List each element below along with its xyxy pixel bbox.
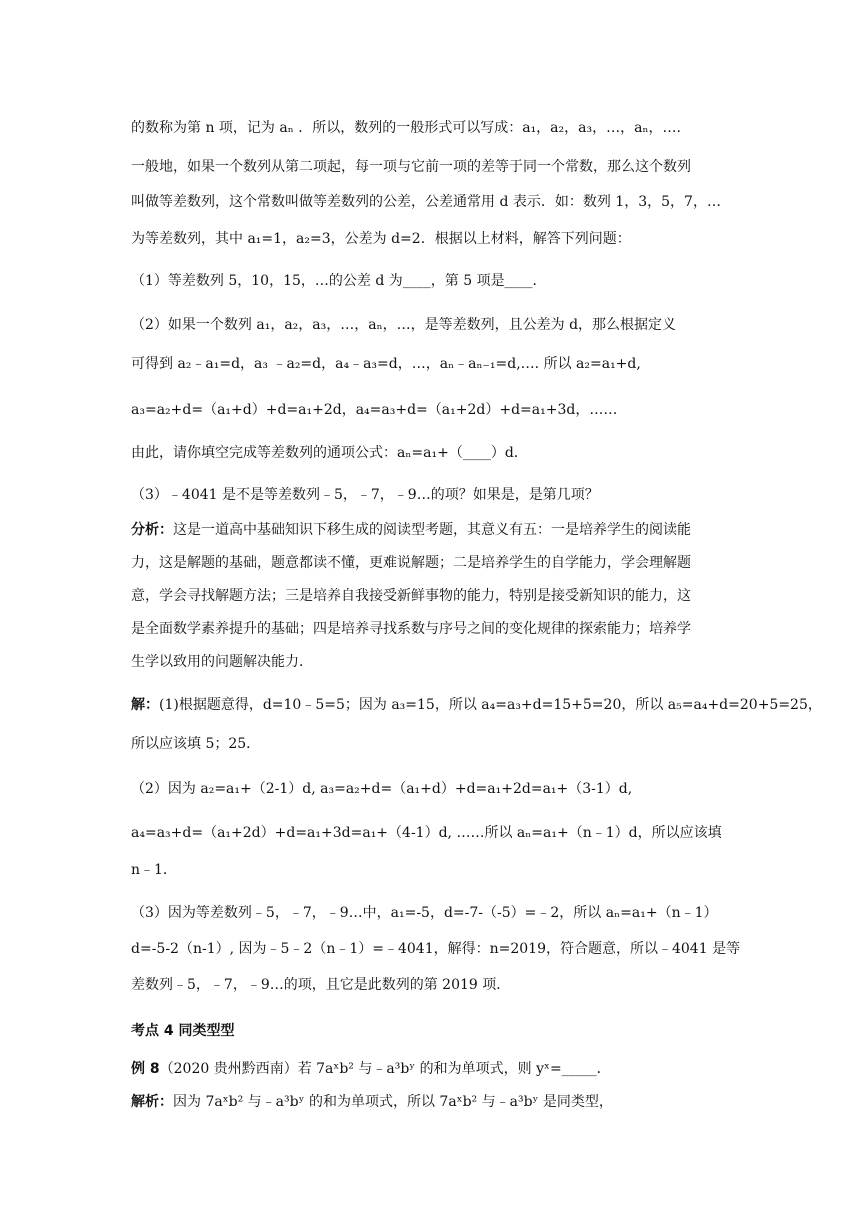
text-line: 的数称为第 n 项，记为 aₙ ．所以，数列的一般形式可以写成：a₁，a₂，a₃，…，aₙ，…. xyxy=(131,120,681,136)
text-line: 叫做等差数列，这个常数叫做等差数列的公差，公差通常用 d 表示．如：数列 1，3，5，7，… xyxy=(131,194,721,210)
solution2-text: 因为 7aˣb² 与﹣a³bʸ 的和为单项式，所以 7aˣb² 与﹣a³bʸ 是同类型， xyxy=(173,1094,613,1110)
text-line: a₄=a₃+d=（a₁+2d）+d=a₁+3d=a₁+（4-1）d, ……所以 aₙ=a₁+（n﹣1）d，所以应该填 xyxy=(131,825,722,841)
solution-text: (1)根据题意得，d=10﹣5=5；因为 a₃=15，所以 a₄=a₃+d=15+5=20，所以 a₅=a₄+d=20+5=25， xyxy=(159,697,822,713)
text-line: 力，这是解题的基础，题意都读不懂，更难说解题；二是培养学生的自学能力，学会理解题 xyxy=(131,555,691,571)
solution2-label: 解析： xyxy=(131,1094,173,1110)
text-line: 差数列﹣5，﹣7，﹣9…的项，且它是此数列的第 2019 项． xyxy=(131,977,511,993)
text-line: （2）因为 a₂=a₁+（2-1）d, a₃=a₂+d=（a₁+d）+d=a₁+2d=a₁+（3-1）d, xyxy=(131,781,633,797)
analysis-text: 这是一道高中基础知识下移生成的阅读型考题，其意义有五：一是培养学生的阅读能 xyxy=(173,522,691,538)
example-label: 例 8 xyxy=(131,1061,160,1077)
text-line: （3）因为等差数列﹣5，﹣7，﹣9…中，a₁=-5，d=-7-（-5）=﹣2，所以 aₙ=a₁+（n﹣1） xyxy=(131,905,718,921)
question-1: （1）等差数列 5，10，15，…的公差 d 为____，第 5 项是____． xyxy=(131,273,547,289)
text-line: 生学以致用的问题解决能力． xyxy=(131,654,313,670)
section-heading-text: 考点 4 同类型型 xyxy=(131,1023,235,1039)
question-3: （3）﹣4041 是不是等差数列﹣5，﹣7，﹣9…的项？如果是，是第几项？ xyxy=(131,487,599,503)
text-line: 由此，请你填空完成等差数列的通项公式：aₙ=a₁+（____）d． xyxy=(131,445,528,461)
analysis-paragraph xyxy=(131,520,691,540)
analysis-line xyxy=(131,1092,613,1112)
solution-paragraph xyxy=(131,695,822,715)
solution-label: 解： xyxy=(131,697,159,713)
section-heading xyxy=(131,1021,235,1041)
example-text: （2020 贵州黔西南）若 7aˣb² 与﹣a³bʸ 的和为单项式，则 yˣ=_____． xyxy=(159,1061,611,1077)
text-line: d=-5-2（n-1）, 因为﹣5﹣2（n﹣1）=﹣4041，解得：n=2019，符合题意，所以﹣4041 是等 xyxy=(131,941,741,957)
question-2: （2）如果一个数列 a₁，a₂，a₃，…，aₙ，…，是等差数列，且公差为 d，那么根据定义 xyxy=(131,317,677,333)
example-line xyxy=(131,1059,611,1079)
text-line: n﹣1． xyxy=(131,862,177,878)
text-line: 是全面数学素养提升的基础；四是培养寻找系数与序号之间的变化规律的探索能力；培养学 xyxy=(131,621,691,637)
text-line: 意，学会寻找解题方法；三是培养自我接受新鲜事物的能力，特别是接受新知识的能力，这 xyxy=(131,588,691,604)
text-line: 为等差数列，其中 a₁=1，a₂=3，公差为 d=2．根据以上材料，解答下列问题： xyxy=(131,231,631,247)
analysis-label: 分析： xyxy=(131,522,173,538)
text-line: 一般地，如果一个数列从第二项起，每一项与它前一项的差等于同一个常数，那么这个数列 xyxy=(131,159,691,175)
text-line: 可得到 a₂﹣a₁=d，a₃ ﹣a₂=d，a₄﹣a₃=d，…，aₙ﹣aₙ₋₁=d,…. 所以 a₂=a₁+d, xyxy=(131,356,641,372)
text-line: 所以应该填 5；25． xyxy=(131,736,261,752)
formula-line: a₃=a₂+d=（a₁+d）+d=a₁+2d，a₄=a₃+d=（a₁+2d）+d=a₁+3d，…… xyxy=(131,402,618,418)
